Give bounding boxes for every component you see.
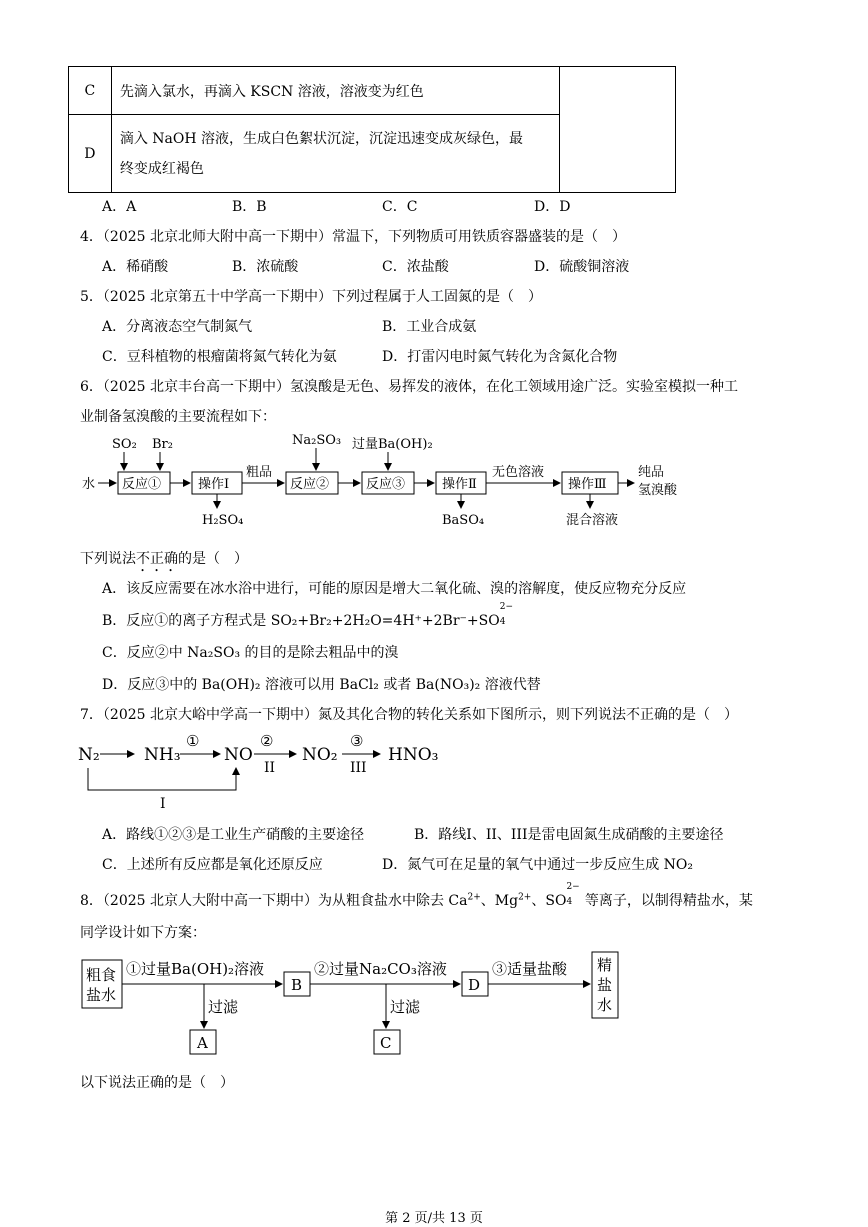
flow-operation-1: 操作Ⅰ — [198, 477, 230, 492]
flow-reaction-2: 反应② — [290, 477, 330, 492]
q6-option-c: C．反应②中 Na₂SO₃ 的目的是除去粗品中的溴 — [102, 645, 399, 661]
hno3-label: HNO₃ — [388, 745, 439, 765]
q7-option-d: D．氮气可在足量的氧气中通过一步反应生成 NO₂ — [382, 857, 694, 873]
q8-stem-mg-charge: 2+ — [518, 892, 532, 903]
q4-option-c: C．浓盐酸 — [382, 259, 449, 275]
q7-nitrogen-diagram — [74, 728, 454, 810]
box-b: B — [291, 976, 303, 994]
flow-baso4: BaSO₄ — [442, 513, 485, 528]
box-c: C — [380, 1034, 392, 1052]
filter-1-label: 过滤 — [208, 998, 239, 1016]
flow-mixed-solution: 混合溶液 — [566, 513, 619, 528]
q8-stem-so4-charge: 2− — [566, 882, 580, 892]
row-text-c: 先滴入氯水，再滴入 KSCN 溶液，溶液变为红色 — [111, 67, 559, 115]
q8-stem-b: 、Mg — [480, 893, 519, 909]
filter-2-label: 过滤 — [390, 998, 421, 1016]
flow-operation-3: 操作Ⅲ — [568, 477, 607, 492]
q3-option-d: D．D — [534, 199, 571, 215]
q8-stem-so4-sub: 4 — [566, 897, 573, 907]
q5-option-a: A．分离液态空气制氮气 — [102, 319, 253, 335]
q4-option-b: B．浓硫酸 — [232, 259, 299, 275]
flow-operation-2: 操作Ⅱ — [442, 477, 477, 492]
circle-3: ③ — [350, 732, 364, 750]
flow-reaction-3: 反应③ — [366, 477, 406, 492]
flow-h2so4: H₂SO₄ — [202, 513, 244, 528]
q8-stem-a: 8．（2025 北京人大附中高一下期中）为从粗食盐水中除去 Ca — [80, 893, 468, 909]
flow-reaction-1: 反应① — [122, 477, 162, 492]
page-footer: 第 2 页/共 13 页 — [385, 1211, 483, 1226]
q6-option-b-text: B．反应①的离子方程式是 SO₂+Br₂+2H₂O=4H⁺+2Br⁻+SO — [102, 613, 500, 629]
flow-colorless-solution: 无色溶液 — [492, 465, 545, 480]
row-label-d: D — [69, 115, 112, 193]
q4-option-d: D．硫酸铜溶液 — [534, 259, 630, 275]
options-table — [68, 66, 676, 193]
row-label-c: C — [69, 67, 112, 115]
q6-stem-line2: 业制备氢溴酸的主要流程如下： — [80, 409, 276, 425]
q6-question-emphasis: 不正确 — [136, 551, 178, 567]
route-2-label: II — [264, 760, 276, 776]
q8-stem-d: 等离子，以制得精盐水，某 — [580, 893, 753, 909]
row-text-d-line2: 终变成红褐色 — [119, 160, 204, 177]
row-text-d — [111, 115, 559, 193]
box-d: D — [468, 976, 481, 994]
q5-stem: 5．（2025 北京第五十中学高一下期中）下列过程属于人工固氮的是（ ） — [80, 289, 542, 305]
q6-question-suffix: 的是（ ） — [178, 551, 248, 567]
circle-1: ① — [186, 732, 200, 750]
q6-option-a: A．该反应需要在冰水浴中进行，可能的原因是增大二氧化硫、溴的溶解度，使反应物充分反应 — [102, 581, 687, 597]
fine-brine-3: 水 — [597, 996, 613, 1014]
nh3-label: NH₃ — [144, 745, 181, 765]
q8-flow-diagram — [78, 950, 638, 1062]
flow-pure-1: 纯品 — [638, 465, 665, 480]
flow-water: 水 — [82, 477, 96, 492]
q6-option-b — [102, 602, 514, 630]
q6-stem-line1: 6．（2025 北京丰台高一下期中）氢溴酸是无色、易挥发的液体，在化工领域用途广泛。实验室模拟一种工 — [80, 379, 738, 395]
fine-brine-1: 精 — [597, 956, 613, 974]
q3-option-a: A．A — [102, 199, 137, 215]
n2-label: N₂ — [78, 745, 100, 765]
q4-stem: 4．（2025 北京北师大附中高一下期中）常温下，下列物质可用铁质容器盛装的是（ ） — [80, 229, 626, 245]
no2-label: NO₂ — [302, 745, 338, 765]
q8-stem-line1 — [80, 882, 753, 910]
box-a: A — [197, 1034, 208, 1052]
route-3-label: III — [350, 760, 367, 776]
flow-br2: Br₂ — [152, 437, 173, 452]
flow-so2: SO₂ — [112, 437, 137, 452]
step-3-label: ③适量盐酸 — [492, 960, 568, 978]
step-1-label: ①过量Ba(OH)₂溶液 — [126, 960, 265, 978]
q8-stem-c: 、SO — [531, 893, 567, 909]
crude-brine-1: 粗食 — [86, 966, 117, 984]
q5-option-d: D．打雷闪电时氮气转化为含氮化合物 — [382, 349, 618, 365]
q3-option-c: C．C — [382, 199, 418, 215]
q7-stem: 7．（2025 北京大峪中学高一下期中）氮及其化合物的转化关系如下图所示，则下列说法不正确的是（ ） — [80, 707, 738, 723]
q7-option-c: C．上述所有反应都是氧化还原反应 — [102, 857, 323, 873]
circle-2: ② — [260, 732, 274, 750]
q7-option-b: B．路线I、II、III是雷电固氮生成硝酸的主要途径 — [414, 827, 724, 843]
q8-question: 以下说法正确的是（ ） — [80, 1075, 234, 1091]
q8-stem-ca-charge: 2+ — [467, 892, 481, 903]
step-2-label: ②过量Na₂CO₃溶液 — [314, 960, 447, 978]
q7-option-a: A．路线①②③是工业生产硝酸的主要途径 — [102, 827, 365, 843]
blank-cell — [559, 67, 675, 193]
q6-flow-diagram — [78, 430, 718, 530]
flow-na2so3: Na₂SO₃ — [292, 433, 342, 448]
q5-option-c: C．豆科植物的根瘤菌将氮气转化为氨 — [102, 349, 337, 365]
q4-option-a: A．稀硝酸 — [102, 259, 169, 275]
flow-ba-oh-2: 过量Ba(OH)₂ — [352, 437, 433, 452]
q6-option-d: D．反应③中的 Ba(OH)₂ 溶液可以用 BaCl₂ 或者 Ba(NO₃)₂ 溶液代替 — [102, 677, 541, 693]
q6-question — [80, 548, 248, 575]
flow-pure-2: 氢溴酸 — [638, 483, 678, 498]
q6-option-b-sub: 4 — [499, 617, 506, 627]
q3-option-b: B．B — [232, 199, 267, 215]
q8-stem-line2: 同学设计如下方案： — [80, 925, 206, 941]
q5-option-b: B．工业合成氨 — [382, 319, 477, 335]
fine-brine-2: 盐 — [597, 976, 613, 994]
crude-brine-2: 盐水 — [86, 986, 117, 1004]
route-1-label: I — [160, 796, 166, 810]
no-label: NO — [224, 745, 253, 765]
q6-question-prefix: 下列说法 — [80, 551, 136, 567]
row-text-d-line1: 滴入 NaOH 溶液，生成白色絮状沉淀，沉淀迅速变成灰绿色，最 — [119, 130, 524, 147]
flow-crude: 粗品 — [246, 465, 273, 480]
q6-option-b-sup: 2− — [499, 602, 514, 612]
